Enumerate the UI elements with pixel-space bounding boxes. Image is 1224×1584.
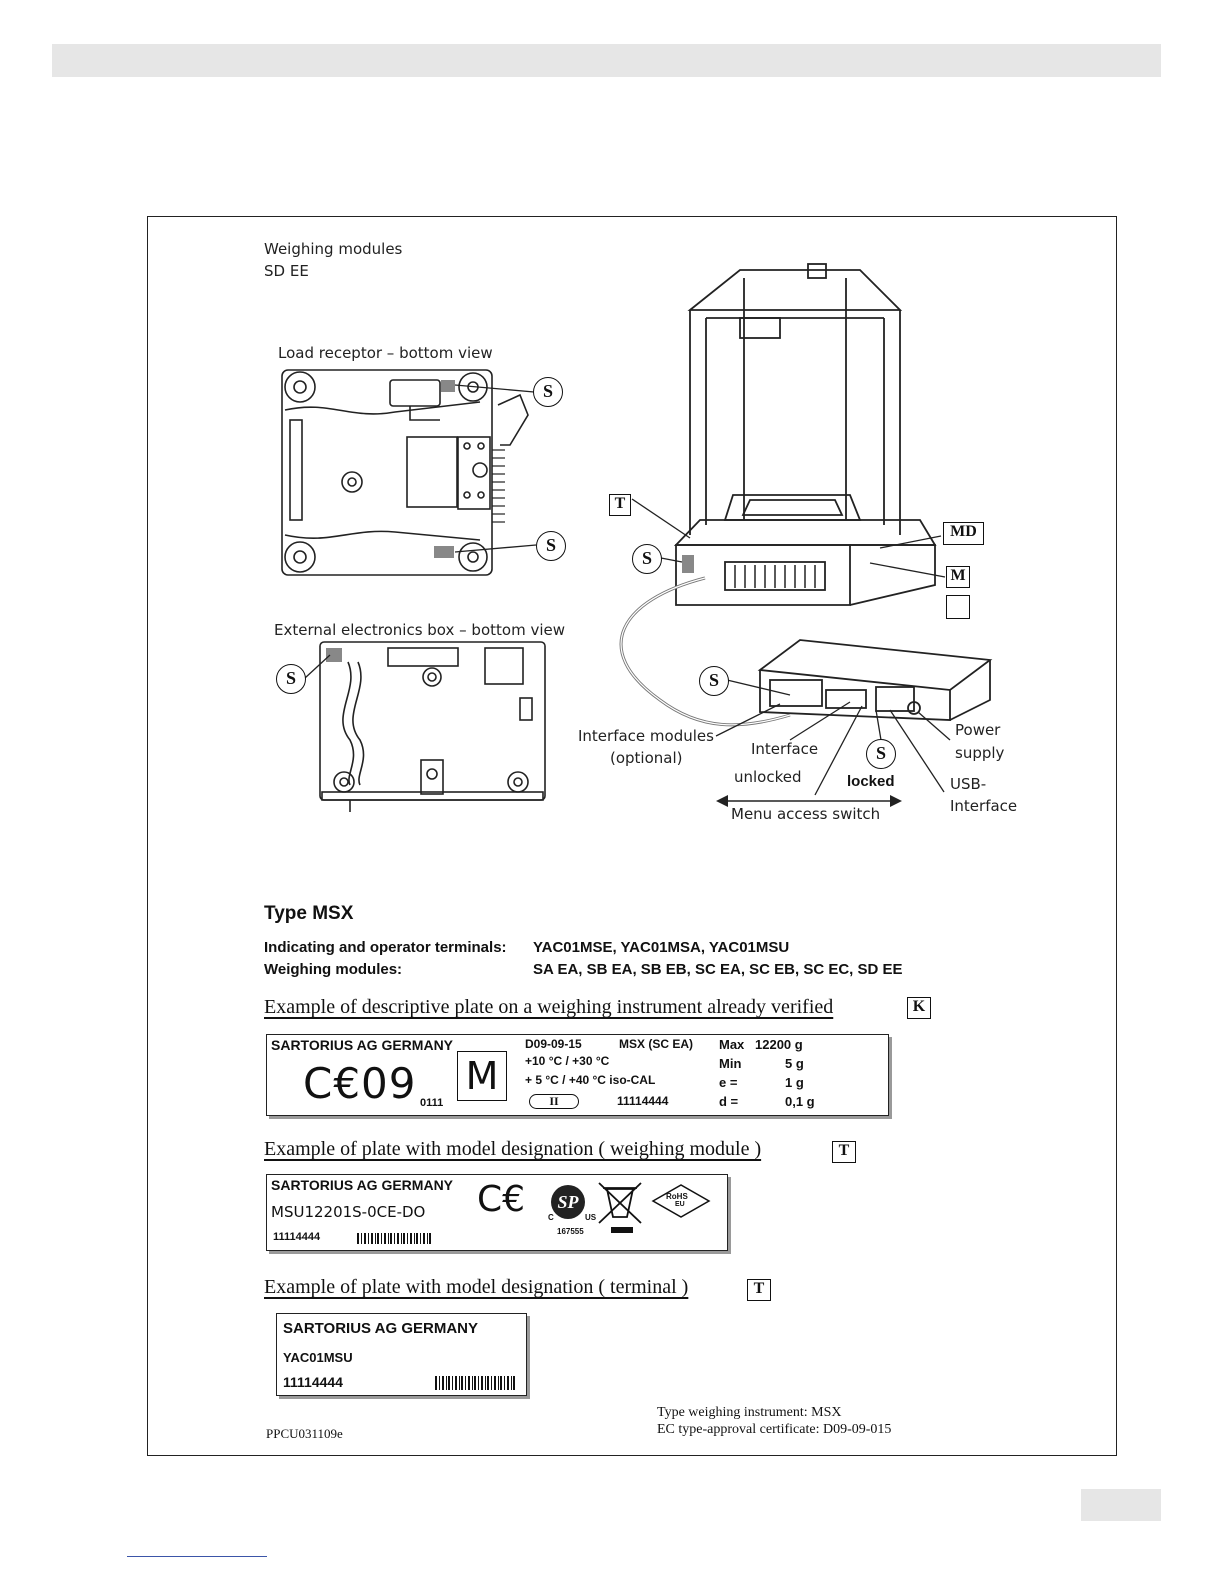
- plate1-max-value: 12200 g: [755, 1037, 803, 1052]
- plate1-caption: Example of descriptive plate on a weighing instrument already verified: [264, 996, 834, 1018]
- seal-marker-electronics-bottom: S: [276, 664, 306, 694]
- plate2-serial: 11114444: [273, 1231, 321, 1243]
- plate1-model: MSX (SC EA): [619, 1037, 694, 1051]
- interface-modules-label: Interface modules: [578, 727, 714, 745]
- plate1-approval: D09-09-15: [525, 1037, 582, 1051]
- seal-marker-load-bottom: S: [536, 531, 566, 561]
- type-heading: Type MSX: [264, 903, 354, 924]
- seal-marker-load-top: S: [533, 377, 563, 407]
- plate2-csa-mark: SP: [551, 1185, 585, 1219]
- interface-label: Interface: [751, 740, 819, 758]
- electronics-box-drawing: [320, 642, 545, 812]
- plate2-ce-mark: C€: [477, 1179, 526, 1220]
- figure-title-line1: Weighing modules: [264, 240, 403, 258]
- plate3-caption: Example of plate with model designation ( terminal ): [264, 1276, 689, 1298]
- plate3-model: YAC01MSU: [283, 1350, 353, 1365]
- plate1-serial: 11114444: [617, 1094, 669, 1108]
- marker-T-plate3: T: [747, 1279, 771, 1301]
- load-receptor-drawing: [282, 370, 528, 575]
- usb-label: USB-: [950, 775, 987, 793]
- plate1-accuracy-class: II: [529, 1094, 579, 1109]
- plate1-d-label: d =: [719, 1094, 739, 1109]
- plate1-max-label: Max: [719, 1037, 745, 1052]
- plate1-ce-mark: C€09: [303, 1059, 417, 1108]
- figure-title-line2: SD EE: [264, 262, 309, 280]
- plate2-marks: [267, 1175, 729, 1252]
- marker-T-balance: T: [609, 494, 631, 516]
- plate3-barcode-icon: [277, 1314, 528, 1397]
- marker-MD: MD: [943, 522, 984, 545]
- plate2-caption: Example of plate with model designation ( weighing module ): [264, 1138, 762, 1160]
- unlocked-label: unlocked: [734, 768, 802, 786]
- usb-interface-label: Interface: [950, 797, 1018, 815]
- seal-marker-interface: S: [866, 739, 896, 769]
- plate1-e-label: e =: [719, 1075, 738, 1090]
- doc-code: PPCU031109e: [266, 1426, 343, 1441]
- plate1-d-value: 0,1 g: [785, 1094, 815, 1109]
- balance-drawing: [676, 264, 935, 605]
- plate2-csa-number: 167555: [557, 1227, 584, 1236]
- electronics-box-label: External electronics box – bottom view: [274, 621, 565, 639]
- plate1-company: SARTORIUS AG GERMANY: [271, 1037, 454, 1053]
- plate1-min-label: Min: [719, 1056, 742, 1071]
- power-supply-label: Power: [955, 721, 1001, 739]
- interface-modules-optional-label: (optional): [610, 749, 683, 767]
- modules-label: Weighing modules:: [264, 961, 403, 978]
- module-designation-plate: [266, 1174, 728, 1251]
- plate1-metrology-mark: M: [457, 1051, 507, 1101]
- plate2-csa-us: US: [585, 1213, 597, 1222]
- type-instrument-note: Type weighing instrument: MSX: [657, 1405, 842, 1420]
- electronics-box-front-drawing: [760, 640, 990, 720]
- seal-marker-electronics-front: S: [699, 666, 729, 696]
- plate2-model: MSU12201S-0CE-DO: [271, 1203, 426, 1221]
- terminals-value: YAC01MSE, YAC01MSA, YAC01MSU: [533, 939, 790, 956]
- plate2-company: SARTORIUS AG GERMANY: [271, 1177, 454, 1193]
- certificate-note: EC type-approval certificate: D09-09-015: [657, 1422, 892, 1437]
- marker-empty-box: [946, 595, 970, 619]
- locked-label: locked: [847, 773, 895, 790]
- marker-K: K: [907, 997, 931, 1019]
- plate2-csa-c: C: [548, 1213, 554, 1222]
- modules-value: SA EA, SB EA, SB EB, SC EA, SC EB, SC EC, SD EE: [533, 961, 903, 978]
- plate1-min-value: 5 g: [785, 1056, 804, 1071]
- plate3-company: SARTORIUS AG GERMANY: [283, 1320, 479, 1337]
- weee-bin-icon: [599, 1183, 641, 1223]
- seal-marker-balance: S: [632, 544, 662, 574]
- terminal-designation-plate: [276, 1313, 527, 1396]
- plate2-rohs-line2: EU: [675, 1201, 685, 1208]
- load-receptor-label: Load receptor – bottom view: [278, 344, 493, 362]
- descriptive-plate: [266, 1034, 889, 1116]
- plate1-temp-range: +10 °C / +30 °C: [525, 1054, 610, 1068]
- plate3-serial: 11114444: [283, 1374, 343, 1390]
- plate1-temp-range-iso-cal: + 5 °C / +40 °C iso-CAL: [525, 1073, 656, 1087]
- plate1-e-value: 1 g: [785, 1075, 804, 1090]
- marker-M: M: [946, 566, 970, 588]
- menu-access-switch-label: Menu access switch: [731, 805, 881, 823]
- marker-T-plate2: T: [832, 1141, 856, 1163]
- weee-bar-icon: [611, 1227, 633, 1233]
- terminals-label: Indicating and operator terminals:: [264, 939, 507, 956]
- power-supply-label-2: supply: [955, 744, 1005, 762]
- plate2-barcode-icon: [357, 1233, 431, 1244]
- plate2-rohs-line1: RoHS: [666, 1192, 688, 1201]
- plate1-notified-body: 0111: [420, 1097, 444, 1109]
